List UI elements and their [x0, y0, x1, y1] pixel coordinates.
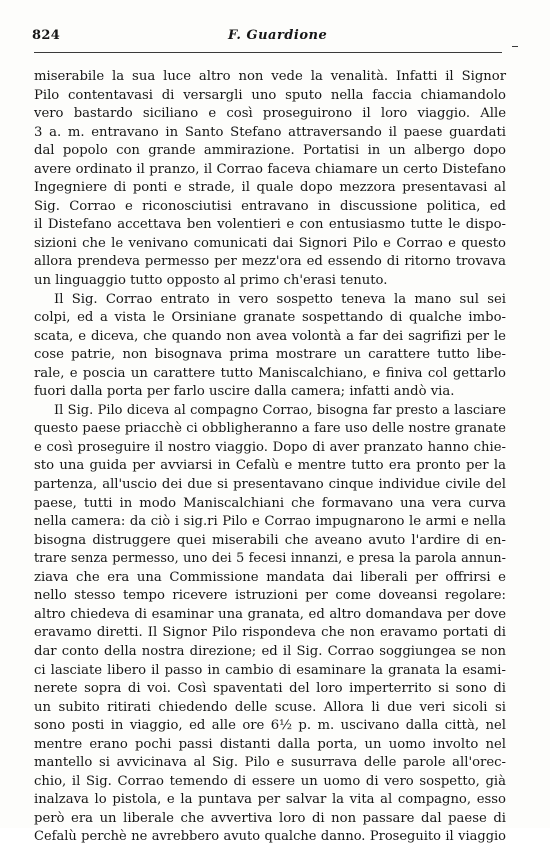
text-line: dal popolo con grande ammirazione. Portatisi in un albergo dopo — [34, 143, 506, 159]
text-line: ci lasciate libero il passo in cambio di esaminare la granata la esami- — [34, 662, 506, 678]
text-line: partenza, all'uscio dei due si presentavano cinque individue civile del — [34, 477, 506, 493]
text-line: fuori dalla porta per farlo uscire dalla camera; infatti andò via. — [34, 384, 455, 400]
text-line: mantello si avvicinava al Sig. Pilo e susurrava delle parole all'orec- — [34, 755, 506, 771]
text-line: trare senza permesso, uno dei 5 fecesi innanzi, e presa la parola annun- — [34, 551, 506, 567]
text-line: sono posti in viaggio, ed alle ore 6½ p. m. uscivano dalla città, nel — [34, 718, 506, 734]
text-line: colpi, ed a vista le Orsiniane granate sospettando di qualche imbo- — [34, 310, 506, 326]
text-line: miserabile la sua luce altro non vede la venalità. Infatti il Signor — [34, 69, 506, 84]
text-line: un subito ritirati chiedendo delle scuse. Allora li due veri sicoli si — [34, 699, 506, 715]
text-line: nello stesso tempo ricevere istruzioni per come doveansi regolare: — [34, 588, 506, 604]
text-line: sto una guida per avviarsi in Cefalù e mentre tutto era pronto per la — [34, 458, 506, 474]
text-line: 3 a. m. entravano in Santo Stefano attraversando il paese guardati — [34, 124, 506, 140]
text-line: chio, il Sig. Corrao temendo di essere un uomo di vero sospetto, già — [34, 773, 506, 789]
text-line: dar conto della nostra direzione; ed il Sig. Corrao soggiungea se non — [34, 643, 506, 659]
text-line: il Distefano accettava ben volentieri e con entusiasmo tutte le dispo- — [34, 217, 506, 233]
text-line: Pilo contentavasi di versargli uno sputo nella faccia chiamandolo — [34, 87, 506, 103]
header-rule — [34, 52, 502, 53]
text-line: nella camera: da ciò i sig.ri Pilo e Corrao impugnarono le armi e nella — [34, 514, 506, 530]
text-line: paese, tutti in modo Maniscalchiani che formavano una vera curva — [34, 495, 506, 511]
text-line: inalzava lo pistola, e la puntava per salvar la vita al compagno, esso — [34, 792, 506, 808]
text-line: mentre erano pochi passi distanti dalla porta, un uomo involto nel — [34, 736, 506, 752]
text-line: rale, e poscia un carattere tutto Maniscalchiano, e finiva col gettarlo — [34, 365, 506, 381]
text-line: bisogna distruggere quei miserabili che aveano avuto l'ardire di en- — [34, 532, 506, 548]
header-rule-mark — [512, 46, 518, 47]
text-line: Cefalù perchè ne avrebbero avuto qualche danno. Proseguito il viaggio — [34, 829, 506, 845]
text-line: e così proseguire il nostro viaggio. Dopo di aver pranzato hanno chie- — [34, 439, 506, 455]
text-line: ziava che era una Commissione mandata dai liberali per offrirsi e — [34, 569, 506, 585]
body-text — [34, 68, 506, 847]
text-line: Sig. Corrao e riconosciutisi entravano in discussione politica, ed — [34, 198, 506, 214]
text-line: Il Sig. Pilo diceva al compagno Corrao, bisogna far presto a lasciare — [54, 402, 506, 418]
text-line: Il Sig. Corrao entrato in vero sospetto teneva la mano sul sei — [54, 291, 506, 307]
page-number: 824 — [32, 28, 61, 43]
text-line: questo paese priacchè ci obbligheranno a fare uso delle nostre granate — [34, 421, 506, 437]
running-head-author: F. Guardione — [228, 28, 328, 43]
text-line: altro chiedeva di esaminar una granata, ed altro domandava per dove — [34, 606, 506, 622]
text-line: sizioni che le venivano comunicati dai Signori Pilo e Corrao e questo — [34, 235, 506, 251]
text-line: avere ordinato il pranzo, il Corrao faceva chiamare un certo Distefano — [34, 161, 506, 177]
text-line: Ingegniere di ponti e strade, il quale dopo mezzora presentavasi al — [34, 180, 506, 196]
text-line: eravamo diretti. Il Signor Pilo rispondeva che non eravamo portati di — [34, 625, 506, 641]
text-line: nerete sopra di voi. Così spaventati del loro imperterrito si sono di — [34, 681, 506, 697]
text-line: allora prendeva permesso per mezz'ora ed essendo di ritorno trovava — [34, 254, 506, 270]
text-line: cose patrie, non bisognava prima mostrare un carattere tutto libe- — [34, 347, 506, 363]
text-line: però era un liberale che avvertiva loro di non passare dal paese di — [34, 810, 506, 826]
text-line: scata, e diceva, che quando non avea volontà a far dei sagrifizi per le — [34, 328, 506, 344]
text-line: un linguaggio tutto opposto al primo ch'erasi tenuto. — [34, 273, 388, 289]
page-header — [32, 28, 512, 48]
text-line: vero bastardo siciliano e così proseguirono il loro viaggio. Alle — [34, 106, 506, 122]
